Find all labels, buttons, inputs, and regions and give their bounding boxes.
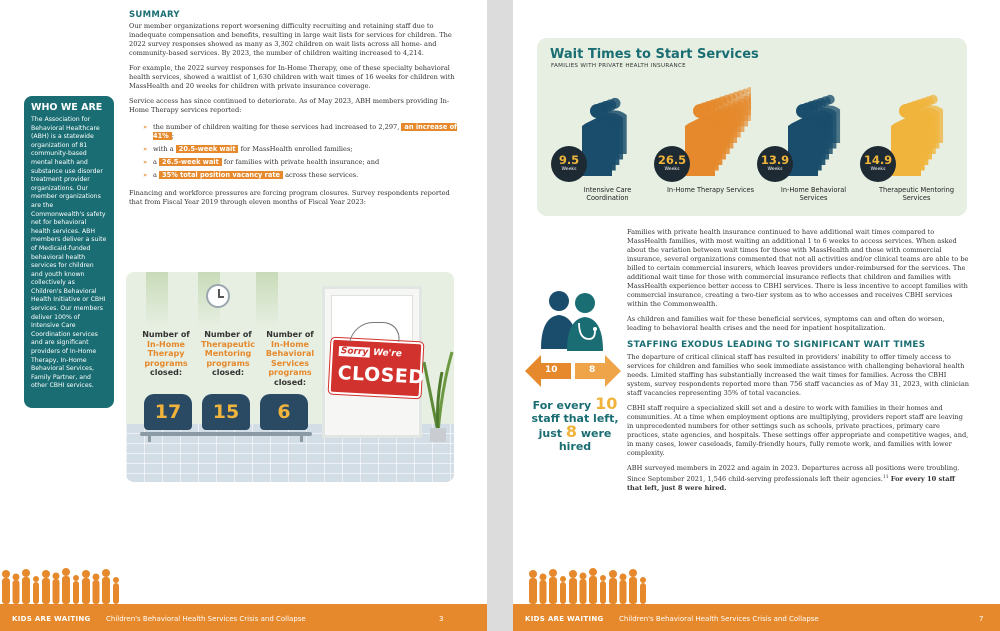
closed-label-post: closed: — [211, 368, 245, 377]
plant-icon — [422, 332, 454, 442]
wait-times-subtitle: FAMILIES WITH PRIVATE HEALTH INSURANCE — [551, 63, 687, 69]
page-footer — [0, 604, 487, 631]
wait-weeks-badge — [654, 146, 690, 182]
highlight-chip: 20.5-week wait — [176, 145, 239, 153]
wait-weeks-unit: Weeks — [767, 167, 783, 172]
wait-time-column — [751, 68, 854, 214]
crowd-silhouette-icon — [0, 568, 150, 604]
summary-paragraph-2: For example, the 2022 survey responses for In-Home Therapy, one of these specialty behavioral health services, showed a waitlist of 1,630 children with wait times of 16 weeks for children with MassHealth and 20 weeks for children with private insurance coverage. — [129, 64, 455, 90]
bullet-text: the number of children waiting for these services had increased to 2,297, — [153, 123, 400, 131]
bullet-text: for families with private health insurance; and — [223, 158, 380, 166]
right-text-column — [627, 228, 969, 493]
bullet-text: with a — [153, 145, 174, 153]
wait-weeks-value: 26.5 — [657, 153, 687, 167]
wait-weeks-unit: Weeks — [664, 167, 680, 172]
footer-subtitle: Children's Behavioral Health Services Crisis and Collapse — [619, 615, 819, 623]
wait-weeks-unit: Weeks — [870, 167, 886, 172]
sign-closed-text: CLOSED — [337, 362, 426, 389]
chair-therapeutic-mentoring: 15 — [202, 394, 250, 430]
wait-time-column — [854, 68, 957, 214]
staff-stat-text — [527, 394, 623, 453]
staff-stat-number: 10 — [595, 394, 618, 413]
footer-subtitle: Children's Behavioral Health Services Crisis and Collapse — [106, 615, 306, 623]
page-number: 7 — [979, 615, 984, 623]
arrow-left-number: 10 — [545, 365, 558, 375]
wait-weeks-badge — [860, 146, 896, 182]
wait-weeks-unit: Weeks — [561, 167, 577, 172]
footnote-ref: 11 — [882, 475, 889, 480]
footer-title: KIDS ARE WAITING — [525, 615, 604, 623]
wait-service-label: Therapeutic Mentoring Services — [878, 186, 955, 203]
closed-label-highlight: Therapeutic Mentoring programs — [200, 339, 256, 368]
right-page — [513, 0, 1000, 631]
staff-stat-line: were — [580, 427, 612, 440]
crowd-silhouette-icon — [527, 568, 677, 604]
highlight-chip: 26.5-week wait — [159, 158, 222, 166]
wait-service-label: In-Home Therapy Services — [666, 186, 755, 194]
wait-weeks-value: 13.9 — [760, 153, 790, 167]
closed-label-highlight: In-Home Behavioral Services programs — [265, 339, 315, 377]
staffing-paragraph-1: The departure of critical clinical staff has resulted in providers' inability to offer timely access to services for children and families who seek immediate assistance with challenging behavioral health needs. Limited staffing has substantially increased the wait times for families. Across the CBHI system, survey respondents reported more than 756 staff vacancies as of May 31, 2023, with clinician staff vacancies representing 35% of total vacancies. — [627, 353, 970, 397]
clock-icon — [206, 284, 230, 308]
staffing-paragraph-3 — [627, 464, 969, 493]
summary-paragraph-4: Financing and workforce pressures are forcing program closures. Survey respondents reported that from Fiscal Year 2019 through eleven months of Fiscal Year 2023: — [129, 189, 450, 206]
bullet-children-waiting — [143, 123, 459, 141]
chair-in-home-behavioral: 6 — [260, 394, 308, 430]
summary-paragraph-3: Service access has since continued to deteriorate. As of May 2023, ABH members providing In-Home Therapy services reported: — [129, 97, 450, 114]
highlight-chip: an increase of 41% — [153, 123, 457, 140]
staff-stat-line: staff that left, — [531, 412, 619, 425]
wait-service-label: In-Home Behavioral Services — [780, 186, 847, 203]
bullet-private-wait — [143, 158, 459, 167]
closed-label-post: closed: — [273, 377, 307, 387]
staffing-paragraph-2: CBHI staff require a specialized skill set and a desire to work with families in their homes and communities. At a time when employment options are multiplying, providers report staff are leaving in unprecedented numbers for other settings such as schools, private practices, primary care practices, state agencies, and hospitals. These settings offer appropriate and competitive wages, and, in many cases, lower caseloads, family-friendly hours, fully remote work, and families with lower complexity. — [627, 404, 969, 457]
arrow-right-number: 8 — [589, 365, 596, 375]
closed-label-pre: Number of — [266, 330, 314, 339]
closed-label-pre: Number of — [142, 330, 190, 339]
wait-times-title: Wait Times to Start Services — [550, 47, 759, 62]
closed-sign — [329, 338, 424, 399]
symptoms-paragraph: As children and families wait for these beneficial services, symptoms can and often do worsen, leading to behavioral health crises and the need for inpatient hospitalization. — [627, 315, 945, 332]
left-page — [0, 0, 487, 631]
in-home-therapy-bullets — [129, 123, 459, 180]
wait-weeks-value: 14.9 — [863, 153, 893, 167]
closed-label-pre: Number of — [204, 330, 252, 339]
page-footer — [513, 604, 1000, 631]
who-we-are-heading: WHO WE ARE — [31, 102, 103, 113]
summary-text — [129, 22, 459, 207]
staff-people-icon — [523, 287, 623, 357]
closed-label-highlight: In-Home Therapy programs — [144, 339, 188, 368]
page-number: 3 — [439, 615, 444, 623]
staffing-bold-text: For every 10 staff that left, just 8 were hired. — [627, 475, 955, 493]
double-arrow-icon — [523, 351, 623, 391]
staff-stat-number: 8 — [565, 422, 578, 441]
staffing-text: ABH surveyed members in 2022 and again in 2023. Departures across all positions were troubling. Since September 2021, 1,546 child-serving professionals left their agencies. — [627, 464, 960, 484]
wait-weeks-badge — [757, 146, 793, 182]
bullet-vacancy-rate — [143, 171, 459, 180]
wait-time-column — [648, 68, 755, 214]
bullet-text: for MassHealth enrolled families; — [240, 145, 353, 153]
wait-service-label: Intensive Care Coordination — [583, 186, 632, 203]
wait-time-column — [545, 68, 648, 214]
summary-paragraph-1: Our member organizations report worsening difficulty recruiting and retaining staff due to inadequate compensation and benefits, resulting in large wait lists for services for children. The 2022 survey responses showed as many as 3,302 children on wait lists across all home- and community-based services. By 2023, the number of children waiting increased to 4,214. — [129, 22, 452, 57]
staff-stat-line: For every — [532, 399, 592, 412]
bullet-masshealth-wait — [143, 145, 459, 154]
who-we-are-box — [24, 96, 114, 408]
bullet-text: ; — [171, 132, 175, 140]
wait-weeks-value: 9.5 — [558, 153, 580, 167]
staffing-heading: STAFFING EXODUS LEADING TO SIGNIFICANT WAIT TIMES — [627, 340, 926, 350]
wait-weeks-badge — [551, 146, 587, 182]
closed-label — [138, 330, 194, 378]
wall-light-beam — [146, 272, 168, 327]
waiting-bench — [140, 394, 312, 440]
wait-time-columns — [545, 68, 959, 214]
sign-were-text: We're — [372, 347, 403, 360]
insurance-paragraph: Families with private health insurance continued to have additional wait times compared to MassHealth families, with most waiting an additional 1 to 6 weeks to access services. When asked about the variation between wait times for those with MassHealth and those with commercial insurance, several organizations commented that not all activities and/or clinical teams are able to be billed to certain commercial insurers, which leaves providers under-reimbursed for the services. The additional wait time for those with commercial insurance reflects that children and families with MassHealth experience better access to CBHI services. There is less incentive to accept families with commercial insurance, creating a two-tier system as to who accesses and receives CBHI services within the Commonwealth. — [627, 228, 969, 308]
wait-times-panel — [537, 38, 967, 216]
bullet-text: a — [153, 158, 157, 166]
closed-programs-illustration — [126, 272, 454, 482]
chair-in-home-therapy: 17 — [144, 394, 192, 430]
sign-sorry-text: Sorry — [340, 346, 369, 358]
wall-light-beam — [256, 272, 278, 327]
closed-label-post: closed: — [149, 368, 183, 377]
who-we-are-body: The Association for Behavioral Healthcare (ABH) is a statewide organization of 81 community-based mental health and substance use disorder treatment provider organizations. Our member organizations are the Commonwealth's safety net for behavioral health services. ABH members deliver a suite of Medicaid-funded behavioral health services for children and youth known collectively as Children's Behavioral Health Initiative or CBHI services. Our members deliver 100% of Intensive Care Coordination services and are significant providers of In-Home Therapy, In-Home Behavioral Services, Family Partner, and other CBHI services. — [31, 116, 107, 390]
bullet-text: across these services. — [285, 171, 359, 179]
bullet-text: a — [153, 171, 157, 179]
summary-heading: SUMMARY — [129, 10, 180, 20]
closed-label — [199, 330, 257, 378]
highlight-chip: 35% total position vacancy rate — [159, 171, 283, 179]
staff-stat-line: hired — [558, 440, 592, 453]
closed-label — [262, 330, 318, 387]
staff-stat-line: just — [538, 427, 563, 440]
staff-illustration — [523, 285, 623, 475]
footer-title: KIDS ARE WAITING — [12, 615, 91, 623]
